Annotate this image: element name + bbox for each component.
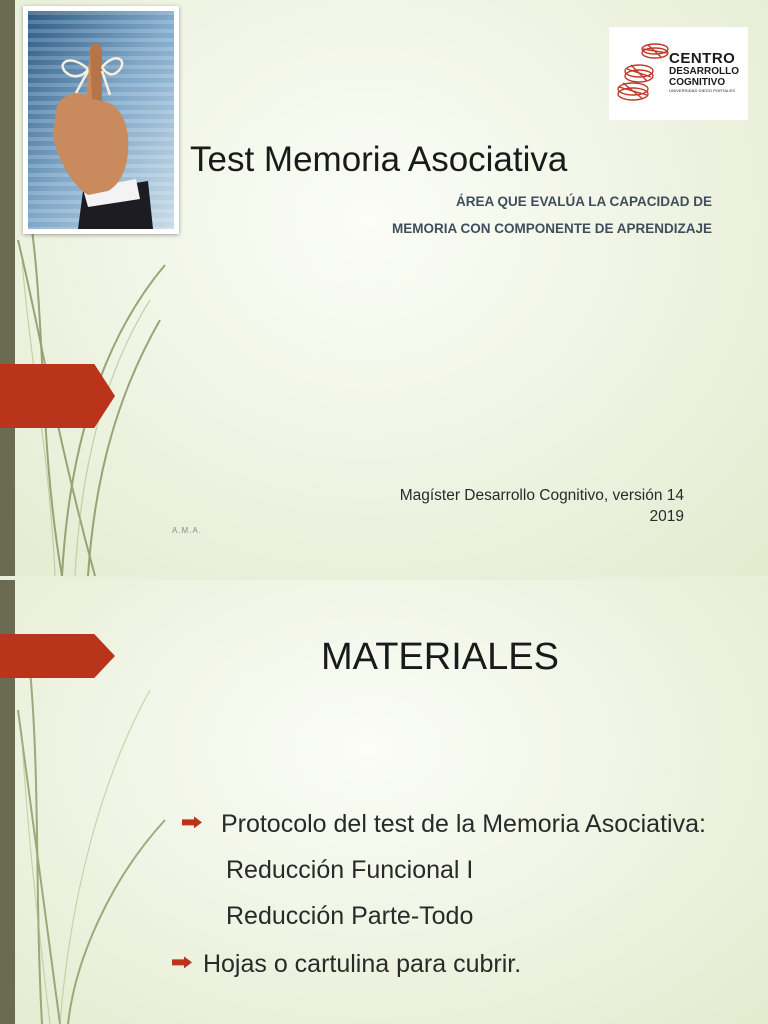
- bullet-text: Protocolo del test de la Memoria Asociativa:: [220, 810, 706, 838]
- centro-desarrollo-cognitivo-logo: [609, 27, 748, 120]
- finger-with-string-icon: [28, 11, 174, 229]
- arrow-right-icon: [172, 956, 192, 968]
- sub-item-text: Reducción Parte-Todo: [226, 902, 474, 930]
- subtitle-line-2: MEMORIA CON COMPONENTE DE APRENDIZAJE: [391, 221, 712, 236]
- sub-item-text: Reducción Funcional I: [226, 856, 474, 884]
- logo-line-desarrollo: DESARROLLO: [669, 66, 739, 77]
- bullet-item: [182, 810, 706, 839]
- bullet-text: Hojas o cartulina para cubrir.: [202, 950, 522, 978]
- logo-text: [669, 51, 747, 94]
- slide-heading: MATERIALES: [321, 636, 559, 678]
- arrow-right-icon: [182, 816, 202, 828]
- slide-title-text: Test Memoria Asociativa: [190, 140, 568, 179]
- slide-materiales: [0, 580, 768, 1024]
- author-line-2: 2019: [649, 508, 684, 525]
- photo-frame: [23, 6, 179, 234]
- author-block: [400, 485, 684, 527]
- accent-tab: [0, 364, 115, 428]
- stacked-discs-icon: [615, 39, 671, 119]
- author-line-1: Magíster Desarrollo Cognitivo, versión 14: [399, 487, 684, 504]
- subtitle-line-1: ÁREA QUE EVALÚA LA CAPACIDAD DE: [455, 194, 712, 209]
- logo-line-cognitivo: COGNITIVO: [669, 77, 726, 88]
- logo-line-university: UNIVERSIDAD DIEGO PORTALES: [669, 88, 736, 93]
- author-initials: A.M.A.: [172, 526, 203, 535]
- bullet-item: [172, 950, 521, 979]
- logo-line-centro: CENTRO: [669, 50, 736, 67]
